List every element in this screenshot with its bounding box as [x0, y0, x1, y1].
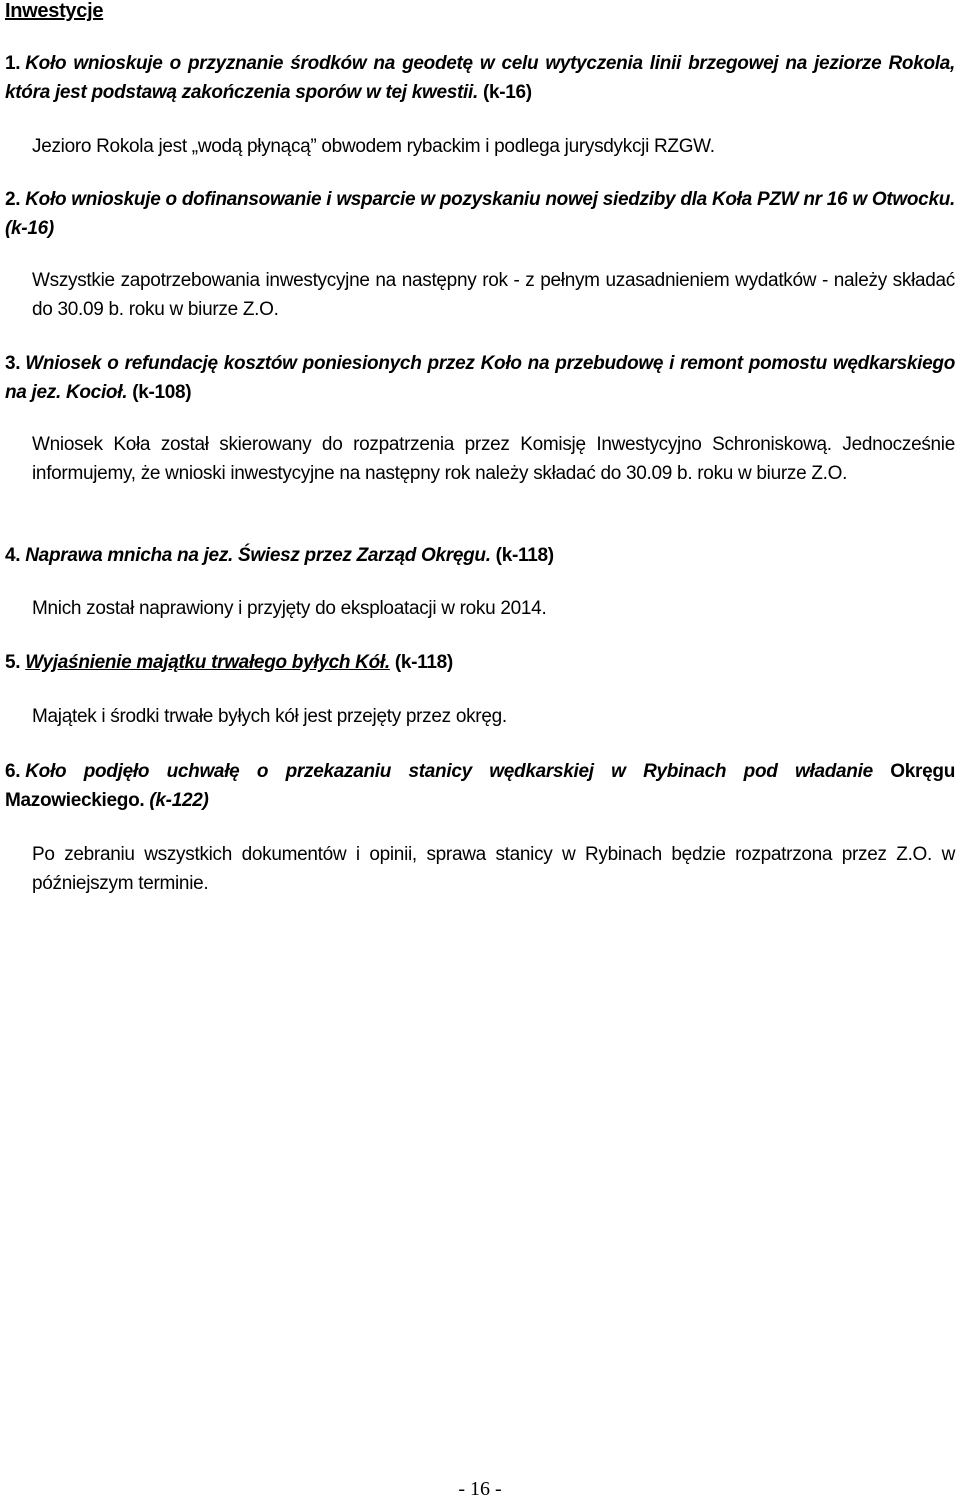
item-3-heading — [5, 349, 955, 407]
item-4-number: 4. — [5, 545, 21, 566]
page-number: - 16 - — [458, 1478, 502, 1500]
item-1-heading — [5, 49, 955, 107]
item-6-heading-plain: Okręgu Mazowieckiego. — [5, 761, 955, 811]
item-2-code: (k-16) — [5, 218, 54, 239]
item-5-number: 5. — [5, 652, 21, 673]
item-3-code: (k-108) — [132, 382, 192, 403]
item-6-number: 6. — [5, 761, 21, 782]
item-1-code: (k-16) — [482, 82, 532, 103]
section-title: Inwestycje — [5, 0, 104, 22]
item-2-heading-text: Koło wnioskuje o dofinansowanie i wsparcie w pozyskaniu nowej siedziby dla Koła PZW nr 16 w Otwocku. — [25, 189, 955, 210]
item-6-heading — [5, 757, 955, 815]
item-1-number: 1. — [5, 53, 21, 74]
item-6-body: Po zebraniu wszystkich dokumentów i opinii, sprawa stanicy w Rybinach będzie rozpatrzona przez Z.O. w późniejszym terminie. — [32, 844, 955, 894]
item-6-code: (k-122) — [149, 790, 209, 811]
item-5-heading — [5, 648, 955, 677]
item-4-heading-text: Naprawa mnicha na jez. Świesz przez Zarząd Okręgu. — [25, 545, 491, 566]
item-2-body: Wszystkie zapotrzebowania inwestycyjne na następny rok - z pełnym uzasadnieniem wydatków - należy składać do 30.09 b. roku w biurze Z.O. — [32, 270, 955, 320]
item-2-heading — [5, 185, 955, 243]
item-5-heading-text: Wyjaśnienie majątku trwałego byłych Kół. — [25, 652, 390, 673]
item-3-number: 3. — [5, 353, 21, 374]
item-4-code: (k-118) — [495, 545, 554, 566]
item-4-heading — [5, 541, 955, 570]
item-3-heading-text: Wniosek o refundację kosztów poniesionych przez Koło na przebudowę i remont pomostu wędkarskiego na jez. Kocioł. — [5, 353, 955, 403]
item-1-heading-text: Koło wnioskuje o przyznanie środków na geodetę w celu wytyczenia linii brzegowej na jeziorze Rokola, która jest podstawą zakończenia sporów w tej kwestii. — [5, 53, 955, 103]
item-6-heading-text: Koło podjęło uchwałę o przekazaniu stanicy wędkarskiej w Rybinach pod władanie — [25, 761, 873, 782]
item-1-body: Jezioro Rokola jest „wodą płynącą” obwodem rybackim i podlega jurysdykcji RZGW. — [32, 136, 715, 157]
item-2-number: 2. — [5, 189, 21, 210]
item-4-body: Mnich został naprawiony i przyjęty do eksploatacji w roku 2014. — [32, 598, 547, 619]
item-3-body: Wniosek Koła został skierowany do rozpatrzenia przez Komisję Inwestycyjno Schroniskową. Jednocześnie informujemy, że wnioski inwestycyjne na następny rok należy składać do 30.09 b. roku w biurze Z.O. — [32, 434, 955, 484]
item-5-code: (k-118) — [394, 652, 453, 673]
item-5-body: Majątek i środki trwałe byłych kół jest przejęty przez okręg. — [32, 706, 507, 727]
